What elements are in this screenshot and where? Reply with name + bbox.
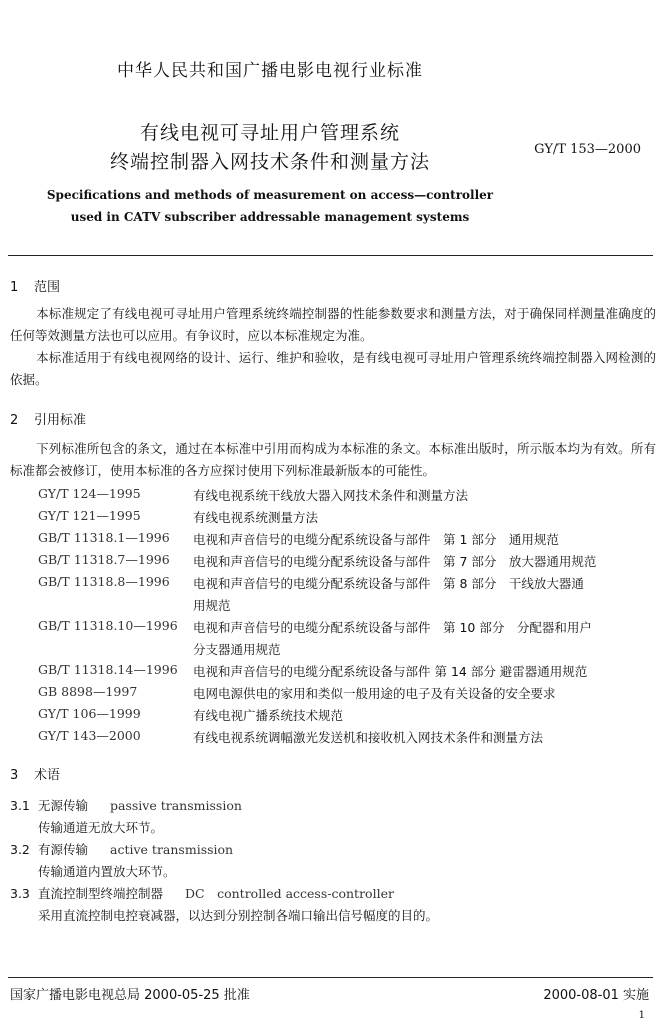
section-3-heading bbox=[10, 764, 60, 783]
term-number: 3.1 bbox=[10, 798, 30, 813]
implementation-date: 2000-08-01 实施 bbox=[543, 988, 649, 1003]
term-entry bbox=[10, 840, 233, 858]
footer-divider bbox=[8, 977, 653, 978]
term-chinese: 直流控制型终端控制器 bbox=[38, 886, 164, 901]
term-chinese: 无源传输 bbox=[38, 798, 89, 813]
english-title-line-1: Specifications and methods of measurement on access—controller bbox=[46, 188, 494, 202]
term-definition: 采用直流控制电控衰减器，以达到分别控制各端口输出信号幅度的目的。 bbox=[38, 908, 439, 923]
section-1-heading bbox=[10, 276, 60, 295]
english-title-line-2: used in CATV subscriber addressable management systems bbox=[70, 210, 470, 224]
term-number: 3.3 bbox=[10, 886, 30, 901]
term-entry bbox=[10, 796, 242, 814]
reference-code: GY/T 124—1995 bbox=[38, 486, 141, 501]
reference-code: GB/T 11318.8—1996 bbox=[38, 574, 170, 589]
reference-code: GB/T 11318.14—1996 bbox=[38, 662, 178, 677]
term-english: DC controlled access-controller bbox=[185, 886, 394, 901]
reference-code: GB/T 11318.10—1996 bbox=[38, 618, 178, 633]
page-number: 1 bbox=[638, 1010, 645, 1021]
reference-title: 电视和声音信号的电缆分配系统设备与部件 第 7 部分 放大器通用规范 bbox=[193, 554, 597, 569]
section-number: 1 bbox=[10, 280, 19, 295]
reference-title: 有线电视系统测量方法 bbox=[193, 510, 319, 525]
reference-title: 有线电视系统干线放大器入网技术条件和测量方法 bbox=[193, 488, 469, 503]
reference-title: 电视和声音信号的电缆分配系统设备与部件 第 10 部分 分配器和用户 bbox=[193, 620, 592, 635]
reference-code: GY/T 106—1999 bbox=[38, 706, 141, 721]
section-title: 术语 bbox=[34, 768, 61, 783]
term-english: active transmission bbox=[110, 842, 234, 857]
standard-number: GY/T 153—2000 bbox=[534, 142, 641, 157]
term-definition: 传输通道无放大环节。 bbox=[38, 820, 164, 835]
reference-title: 有线电视广播系统技术规范 bbox=[193, 708, 344, 723]
term-entry bbox=[10, 884, 394, 902]
section-number: 3 bbox=[10, 768, 19, 783]
term-english: passive transmission bbox=[110, 798, 242, 813]
reference-title: 电视和声音信号的电缆分配系统设备与部件 第 1 部分 通用规范 bbox=[193, 532, 559, 547]
section-title: 范围 bbox=[34, 280, 61, 295]
term-chinese: 有源传输 bbox=[38, 842, 89, 857]
reference-title-continued: 分支器通用规范 bbox=[193, 642, 281, 657]
section-title: 引用标准 bbox=[34, 413, 87, 428]
reference-code: GY/T 121—1995 bbox=[38, 508, 141, 523]
section-2-paragraph-1: 下列标准所包含的条文，通过在本标准中引用而构成为本标准的条文。本标准出版时，所示版本均为有效。所有标准都会被修订，使用本标准的各方应探讨使用下列标准最新版本的可能性。 bbox=[10, 441, 656, 478]
header-divider bbox=[8, 255, 653, 256]
term-number: 3.2 bbox=[10, 842, 30, 857]
section-1-paragraph-1: 本标准规定了有线电视可寻址用户管理系统终端控制器的性能参数要求和测量方法，对于确保同样测量准确度的任何等效测量方法也可以应用。有争议时，应以本标准规定为准。 bbox=[10, 306, 656, 343]
approval-date: 国家广播电影电视总局 2000-05-25 批准 bbox=[10, 988, 250, 1003]
reference-code: GB 8898—1997 bbox=[38, 684, 138, 699]
reference-code: GY/T 143—2000 bbox=[38, 728, 141, 743]
reference-title: 电网电源供电的家用和类似一般用途的电子及有关设备的安全要求 bbox=[193, 686, 556, 701]
reference-code: GB/T 11318.1—1996 bbox=[38, 530, 170, 545]
section-1-paragraph-2: 本标准适用于有线电视网络的设计、运行、维护和验收，是有线电视可寻址用户管理系统终端控制器入网检测的依据。 bbox=[10, 350, 656, 387]
title-line-1: 有线电视可寻址用户管理系统 bbox=[139, 122, 400, 144]
term-definition: 传输通道内置放大环节。 bbox=[38, 864, 176, 879]
reference-title: 有线电视系统调幅激光发送机和接收机入网技术条件和测量方法 bbox=[193, 730, 544, 745]
section-number: 2 bbox=[10, 413, 19, 428]
reference-title: 电视和声音信号的电缆分配系统设备与部件 第 14 部分 避雷器通用规范 bbox=[193, 664, 588, 679]
reference-title: 电视和声音信号的电缆分配系统设备与部件 第 8 部分 干线放大器通 bbox=[193, 576, 584, 591]
reference-title-continued: 用规范 bbox=[193, 598, 231, 613]
section-2-heading bbox=[10, 409, 86, 428]
issuing-organization: 中华人民共和国广播电影电视行业标准 bbox=[117, 61, 423, 81]
reference-code: GB/T 11318.7—1996 bbox=[38, 552, 170, 567]
title-line-2: 终端控制器入网技术条件和测量方法 bbox=[109, 151, 430, 173]
